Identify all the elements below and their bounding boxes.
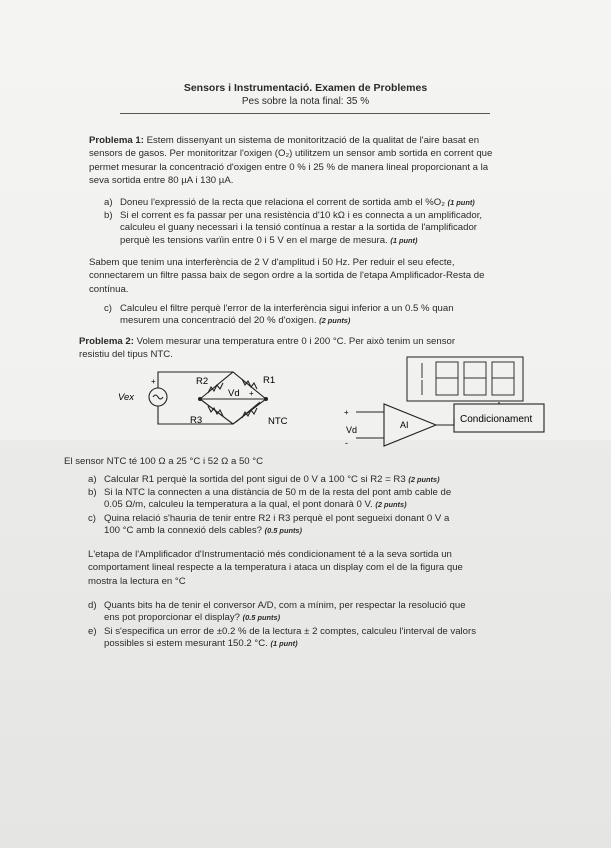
ntc-label: NTC bbox=[268, 416, 288, 427]
bridge-circuit-diagram bbox=[108, 366, 308, 450]
question-points: (2 punts) bbox=[408, 475, 440, 484]
problem1-intro-line: sensors de gasos. Per monitoritzar l'oxigen (O₂) utilitzem un sensor amb sortida en corrent que bbox=[89, 148, 493, 160]
question-points: (2 punts) bbox=[375, 500, 407, 510]
question-text: Calcular R1 perquè la sortida del pont sigui de 0 V a 100 °C si R2 = R3 bbox=[104, 474, 406, 485]
problem1-question-b bbox=[104, 210, 524, 250]
question-text: Quina relació s'hauria de tenir entre R2 i R3 perquè el pont segueixi donant 0 V a bbox=[104, 513, 450, 524]
vd-plus-sign: + bbox=[249, 389, 254, 398]
r2-label: R2 bbox=[196, 376, 209, 387]
amplifier-chain-diagram bbox=[336, 398, 546, 458]
problem1-intro bbox=[89, 134, 529, 188]
problem2-question-b bbox=[88, 487, 528, 513]
problem1-intro-line: seva sortida entre 80 µA i 130 µA. bbox=[89, 175, 234, 187]
vex-plus-sign: + bbox=[151, 377, 156, 386]
question-text: mesurem una concentració del 20 % d'oxigen. bbox=[120, 315, 317, 327]
question-text: calculeu el guany necessari i la tensió contínua a restar a la sortida de l'amplificador bbox=[120, 222, 477, 234]
question-text: Quants bits ha de tenir el conversor A/D, com a mínim, per respectar la resolució que bbox=[104, 600, 466, 611]
ntc-resistor-icon bbox=[242, 408, 257, 418]
problem2-question-c bbox=[88, 513, 528, 539]
seven-segment-display bbox=[406, 356, 524, 402]
digit-2-segments bbox=[436, 362, 458, 395]
question-label: b) bbox=[104, 210, 113, 221]
problem2-question-a bbox=[88, 474, 528, 487]
question-text: 100 °C amb la connexió dels cables? bbox=[104, 525, 262, 537]
question-points: (0.5 punts) bbox=[264, 526, 303, 536]
question-points: (2 punts) bbox=[319, 316, 351, 326]
conditioning-label: Condicionament bbox=[460, 414, 533, 425]
question-text: Calculeu el filtre perquè l'error de la interferència sigui inferior a un 0.5 % quan bbox=[120, 303, 454, 314]
question-points: (1 punt) bbox=[270, 639, 298, 649]
question-label: a) bbox=[88, 474, 97, 485]
problem2-intro-line: resistiu del tipus NTC. bbox=[79, 349, 173, 361]
question-text: 0.05 Ω/m, calculeu la temperatura a la qual, el pont donarà 0 V. bbox=[104, 499, 373, 511]
r1-label: R1 bbox=[263, 375, 276, 386]
bridge-node-left bbox=[198, 397, 202, 401]
ai-label: AI bbox=[400, 420, 409, 430]
question-text: Doneu l'expressió de la recta que relaciona el corrent de sortida amb el %O₂ bbox=[120, 197, 445, 208]
r3-label: R3 bbox=[190, 415, 203, 426]
ntc-statement: El sensor NTC té 100 Ω a 25 °C i 52 Ω a 50 °C bbox=[64, 456, 264, 467]
interference-line: Sabem que tenim una interferència de 2 V d'amplitud i 50 Hz. Per reduir el seu efecte, bbox=[89, 257, 455, 268]
interference-line: contínua. bbox=[89, 283, 129, 295]
interference-line: connectarem un filtre passa baix de segon ordre a la sortida de l'etapa Amplificador-Resta de bbox=[89, 270, 485, 282]
problem1-question-a bbox=[104, 197, 524, 210]
question-text: Si la NTC la connecten a una distància de 50 m de la resta del pont amb cable de bbox=[104, 487, 452, 498]
r2-resistor-icon bbox=[208, 383, 223, 393]
question-label: b) bbox=[88, 487, 97, 498]
vex-label: Vex bbox=[118, 392, 135, 403]
ntc-arrow-icon bbox=[236, 402, 260, 422]
amp-minus-sign: - bbox=[345, 438, 348, 448]
problem2-question-e bbox=[88, 626, 528, 652]
bridge-node-right bbox=[264, 397, 268, 401]
stage-line: comportament lineal respecte a la temperatura i ataca un display com el de la figura que bbox=[88, 562, 463, 574]
question-points: (0.5 punts) bbox=[242, 613, 281, 623]
amp-plus-sign: + bbox=[344, 408, 349, 417]
question-label: d) bbox=[88, 600, 97, 611]
problem1-intro-line: permet mesurar la concentració d'oxigen entre 0 % i 25 % de manera lineal proporcionant a la bbox=[89, 161, 489, 173]
question-label: c) bbox=[104, 303, 112, 314]
problem1-heading: Problema 1: bbox=[89, 135, 144, 146]
ai-amplifier-triangle bbox=[384, 404, 436, 446]
problem2-intro-line: Volem mesurar una temperatura entre 0 i 200 °C. Per això tenim un sensor bbox=[136, 336, 456, 347]
question-text: Si el corrent es fa passar per una resistència d'10 kΩ i es connecta a un amplificador, bbox=[120, 210, 483, 221]
problem1-intro-line: Estem dissenyant un sistema de monitorització de la qualitat de l'aire basat en bbox=[146, 135, 480, 146]
exam-title: Sensors i Instrumentació. Examen de Problemes bbox=[183, 82, 428, 94]
stage-line: mostra la lectura en °C bbox=[88, 575, 186, 587]
question-points: (1 punt) bbox=[390, 235, 418, 245]
question-text: ens pot proporcionar el display? bbox=[104, 612, 240, 624]
question-text: possibles si estem mesurant 150.2 °C. bbox=[104, 638, 268, 650]
question-label: a) bbox=[104, 197, 113, 208]
header-rule bbox=[120, 113, 490, 114]
digit-4-segments bbox=[492, 362, 514, 395]
amp-vd-label: Vd bbox=[346, 425, 358, 435]
question-text: perquè les tensions varïin entre 0 i 5 V en el marge de mesura. bbox=[120, 234, 388, 246]
problem1-interference bbox=[89, 256, 529, 296]
exam-subtitle: Pes sobre la nota final: 35 % bbox=[241, 96, 370, 107]
digit-3-segments bbox=[464, 362, 486, 395]
stage-line: L'etapa de l'Amplificador d'Instrumentació més condicionament té a la seva sortida un bbox=[88, 549, 452, 560]
problem1-question-c bbox=[104, 303, 524, 329]
question-text: Si s'especifica un error de ±0.2 % de la lectura ± 2 comptes, calculeu l'interval de valors bbox=[104, 626, 477, 637]
problem2-stage-paragraph bbox=[88, 548, 528, 588]
question-points: (1 punt) bbox=[447, 198, 475, 207]
problem2-heading: Problema 2: bbox=[79, 336, 134, 347]
question-label: e) bbox=[88, 626, 97, 637]
question-label: c) bbox=[88, 513, 96, 524]
problem2-question-d bbox=[88, 600, 528, 626]
vd-label: Vd bbox=[228, 388, 240, 399]
